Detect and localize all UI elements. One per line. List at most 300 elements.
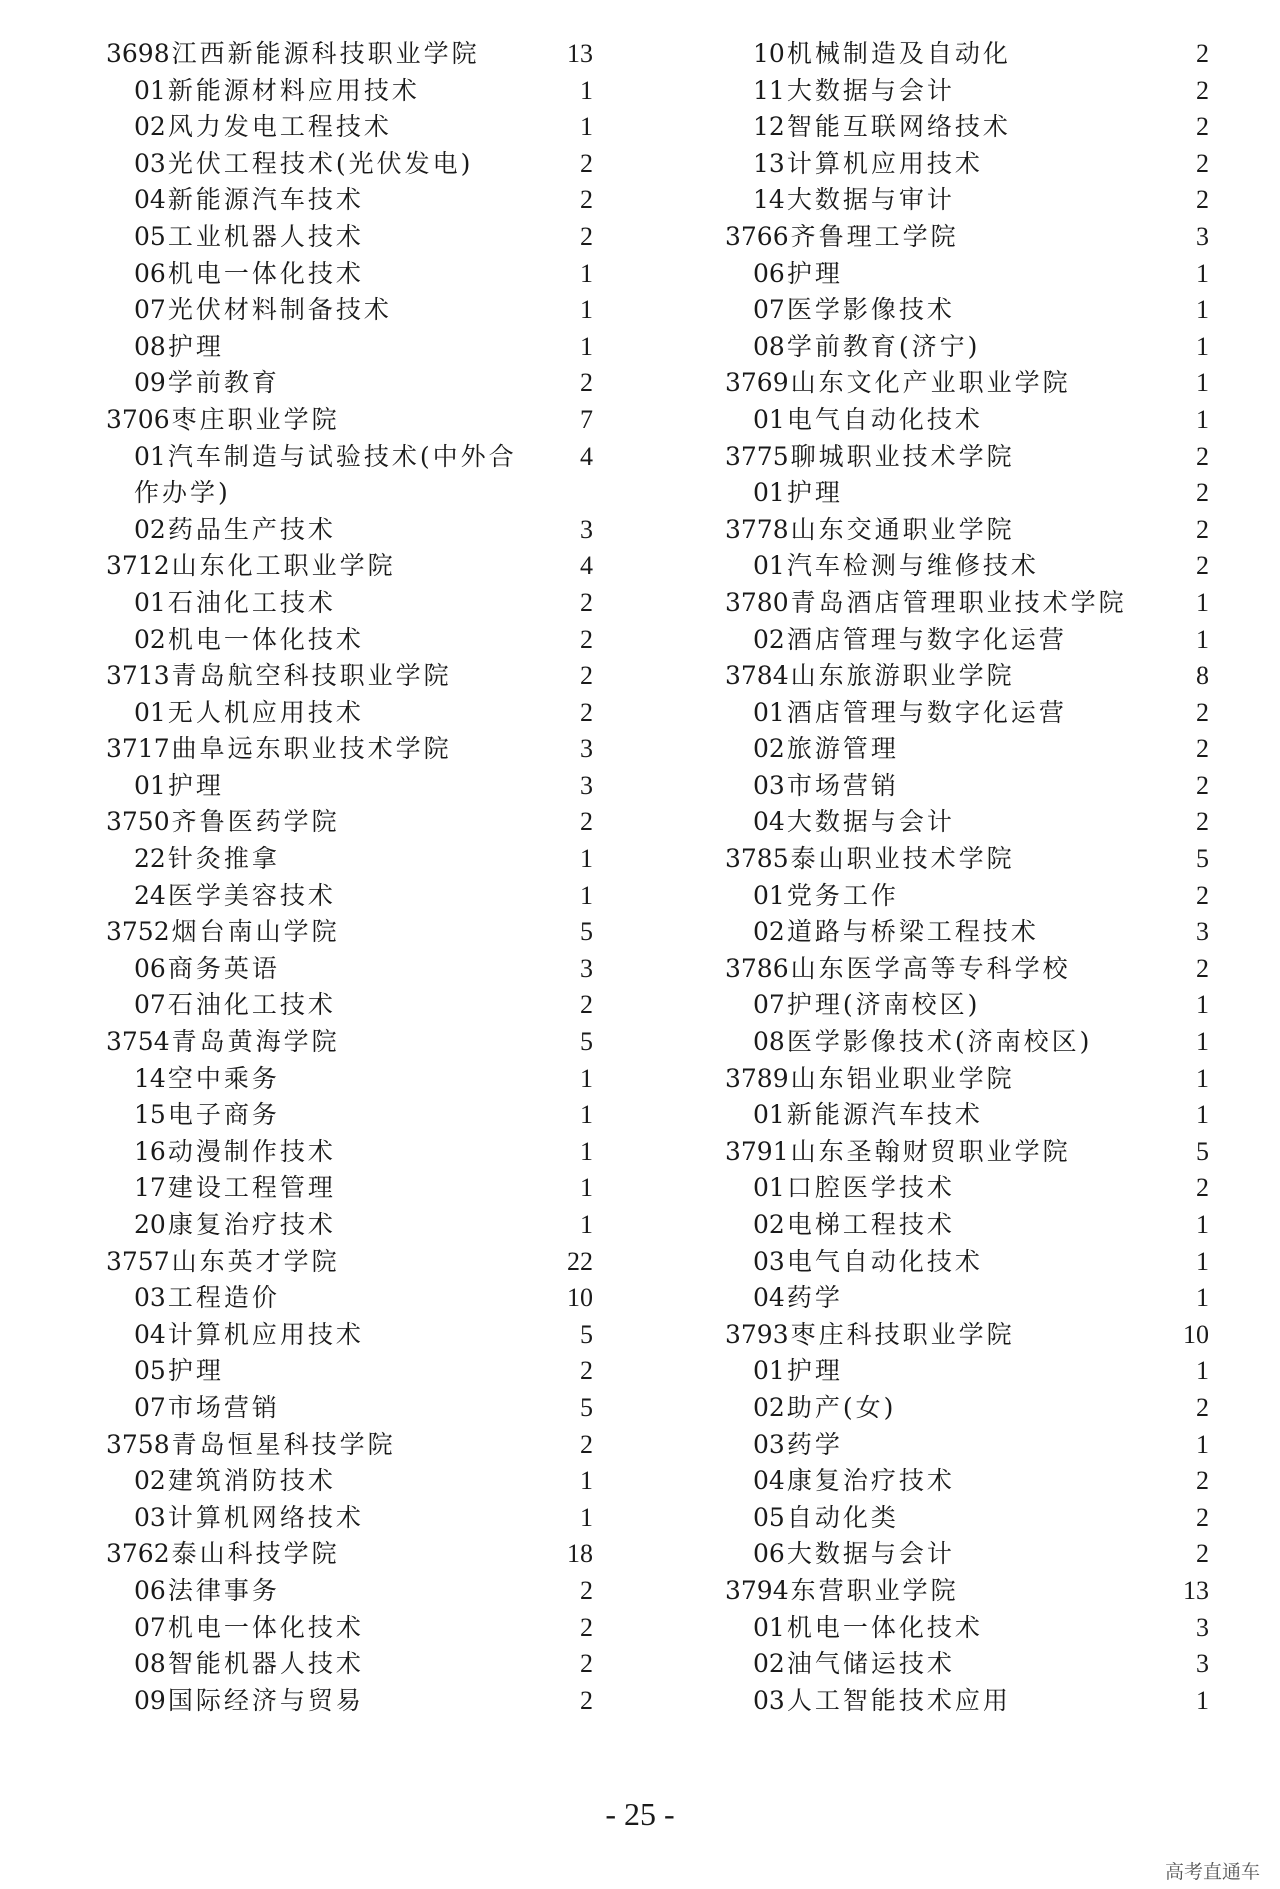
plan-count: 2 [1196, 551, 1209, 581]
plan-count: 2 [580, 1356, 593, 1386]
major-row [725, 1683, 1209, 1720]
major-code: 03 [753, 1429, 785, 1459]
plan-count: 10 [567, 1283, 593, 1313]
major-code: 01 [753, 1173, 785, 1203]
plan-count: 1 [580, 880, 593, 910]
major-name [134, 1686, 364, 1715]
major-name [134, 515, 336, 544]
plan-count: 2 [1196, 880, 1209, 910]
major-row [725, 731, 1209, 768]
name-text: 汽车制造与试验技术(中外合作办学) [134, 441, 517, 508]
name-text: 电气自动化技术 [786, 404, 983, 434]
major-row [725, 914, 1209, 951]
major-name [753, 1503, 899, 1532]
major-code: 02 [753, 734, 785, 764]
major-name [134, 1100, 280, 1129]
institution-row [725, 841, 1209, 878]
major-row [106, 951, 593, 988]
major-name [753, 1430, 843, 1459]
institution-row [106, 731, 593, 768]
name-text: 工业机器人技术 [167, 221, 364, 251]
institution-name [106, 734, 452, 763]
major-code: 03 [134, 148, 166, 178]
major-name [753, 76, 955, 105]
major-name [134, 1503, 364, 1532]
name-text: 大数据与会计 [786, 1539, 955, 1569]
major-name [753, 734, 899, 763]
plan-count: 1 [1196, 1685, 1209, 1715]
institution-name [106, 917, 340, 946]
major-row [106, 1134, 593, 1171]
major-row [106, 146, 593, 183]
major-name [753, 1027, 1092, 1056]
major-row [725, 1390, 1209, 1427]
plan-count: 2 [580, 1429, 593, 1459]
major-name [753, 39, 1011, 68]
major-name [753, 112, 1011, 141]
institution-code: 3775 [725, 441, 789, 471]
plan-count: 5 [580, 1027, 593, 1057]
major-row [725, 987, 1209, 1024]
name-text: 口腔医学技术 [786, 1173, 955, 1203]
major-name [134, 881, 336, 910]
major-name [753, 1613, 983, 1642]
institution-name [725, 661, 1015, 690]
plan-count: 2 [1196, 478, 1209, 508]
plan-count: 13 [567, 39, 593, 68]
name-text: 电子商务 [167, 1100, 280, 1130]
major-code: 02 [134, 112, 166, 142]
right-column [725, 36, 1209, 1719]
name-text: 枣庄科技职业学院 [790, 1319, 1015, 1349]
major-name [753, 1539, 955, 1568]
plan-count: 5 [1196, 1136, 1209, 1166]
institution-code: 3757 [106, 1246, 170, 1276]
major-name [753, 1283, 843, 1312]
major-row [725, 1097, 1209, 1134]
major-code: 01 [753, 880, 785, 910]
name-text: 护理 [786, 1356, 843, 1386]
major-row [106, 1280, 593, 1317]
plan-count: 2 [1196, 953, 1209, 983]
institution-name [725, 368, 1071, 397]
major-name [134, 368, 280, 397]
plan-count: 1 [580, 1502, 593, 1532]
major-name [134, 1173, 336, 1202]
institution-code: 3750 [106, 807, 170, 837]
major-code: 08 [753, 331, 785, 361]
name-text: 护理 [786, 478, 843, 508]
major-code: 04 [753, 1283, 785, 1313]
major-name [134, 588, 336, 617]
institution-row [106, 402, 593, 439]
major-code: 06 [134, 953, 166, 983]
major-code: 04 [753, 1466, 785, 1496]
name-text: 机电一体化技术 [786, 1612, 983, 1642]
major-name [753, 405, 983, 434]
plan-count: 1 [1196, 1100, 1209, 1130]
major-code: 01 [753, 1612, 785, 1642]
institution-code: 3758 [106, 1429, 170, 1459]
major-row [725, 182, 1209, 219]
major-row [106, 841, 593, 878]
major-code: 20 [134, 1210, 166, 1239]
name-text: 无人机应用技术 [167, 697, 364, 727]
plan-count: 2 [1196, 1466, 1209, 1496]
major-row [106, 1610, 593, 1647]
major-row [106, 1061, 593, 1098]
name-text: 计算机应用技术 [167, 1319, 364, 1349]
name-text: 法律事务 [167, 1575, 280, 1605]
name-text: 曲阜远东职业技术学院 [171, 734, 452, 764]
plan-count: 1 [1196, 1429, 1209, 1459]
name-text: 护理 [167, 770, 224, 800]
major-code: 06 [753, 258, 785, 288]
major-name [134, 222, 364, 251]
institution-row [106, 1427, 593, 1464]
institution-code: 3780 [725, 587, 789, 617]
major-code: 07 [134, 1392, 166, 1422]
plan-count: 2 [1196, 770, 1209, 800]
major-code: 01 [753, 478, 785, 508]
plan-count: 2 [580, 368, 593, 398]
name-text: 山东铝业职业学院 [790, 1063, 1015, 1093]
name-text: 人工智能技术应用 [786, 1685, 1011, 1715]
plan-count: 2 [1196, 39, 1209, 68]
institution-name [725, 1576, 959, 1605]
name-text: 山东化工职业学院 [171, 551, 396, 581]
major-row [725, 1170, 1209, 1207]
institution-code: 3778 [725, 514, 789, 544]
name-text: 烟台南山学院 [171, 917, 340, 947]
plan-count: 1 [580, 258, 593, 288]
plan-count: 18 [567, 1539, 593, 1569]
major-row [106, 768, 593, 805]
plan-count: 2 [1196, 1392, 1209, 1422]
major-code: 06 [134, 258, 166, 288]
plan-count: 1 [1196, 295, 1209, 325]
left-column [106, 36, 593, 1719]
major-row [106, 987, 593, 1024]
plan-count: 3 [580, 770, 593, 800]
major-name [753, 807, 955, 836]
major-row [725, 1463, 1209, 1500]
name-text: 康复治疗技术 [167, 1210, 336, 1239]
major-name [134, 844, 280, 873]
major-name [134, 112, 392, 141]
institution-name [106, 39, 480, 68]
plan-count: 1 [1196, 258, 1209, 288]
name-text: 空中乘务 [167, 1063, 280, 1093]
major-row [725, 804, 1209, 841]
name-text: 泰山科技学院 [171, 1539, 340, 1569]
plan-count: 1 [580, 844, 593, 874]
major-code: 12 [753, 112, 785, 142]
name-text: 医学影像技术 [786, 295, 955, 325]
plan-count: 1 [1196, 1063, 1209, 1093]
institution-name [725, 222, 959, 251]
institution-row [106, 548, 593, 585]
plan-count: 5 [580, 1392, 593, 1422]
major-name [134, 1137, 336, 1166]
name-text: 光伏工程技术(光伏发电) [167, 148, 474, 178]
major-name [753, 1100, 983, 1129]
plan-count: 5 [580, 1319, 593, 1349]
institution-code: 3717 [106, 734, 170, 764]
major-row [725, 1500, 1209, 1537]
name-text: 商务英语 [167, 953, 280, 983]
major-name [134, 1283, 280, 1312]
major-name [134, 990, 336, 1019]
institution-row [725, 658, 1209, 695]
name-text: 青岛恒星科技学院 [171, 1429, 396, 1459]
name-text: 新能源汽车技术 [786, 1100, 983, 1130]
name-text: 山东医学高等专科学校 [790, 953, 1071, 983]
name-text: 石油化工技术 [167, 990, 336, 1020]
name-text: 医学美容技术 [167, 880, 336, 910]
major-code: 01 [134, 770, 166, 800]
plan-count: 1 [1196, 1210, 1209, 1239]
major-name [753, 881, 899, 910]
institution-row [725, 585, 1209, 622]
plan-count: 3 [580, 953, 593, 983]
name-text: 东营职业学院 [790, 1575, 959, 1605]
major-name [753, 1393, 896, 1422]
name-text: 机电一体化技术 [167, 1612, 364, 1642]
institution-code: 3713 [106, 661, 170, 691]
institution-name [106, 1247, 340, 1276]
institution-row [106, 804, 593, 841]
plan-count: 2 [580, 661, 593, 691]
plan-count: 2 [580, 807, 593, 837]
major-name [753, 771, 899, 800]
major-row [725, 146, 1209, 183]
name-text: 机电一体化技术 [167, 258, 364, 288]
institution-name [106, 551, 396, 580]
name-text: 建设工程管理 [167, 1173, 336, 1203]
name-text: 新能源材料应用技术 [167, 75, 420, 105]
name-text: 护理 [167, 1356, 224, 1386]
major-row [725, 695, 1209, 732]
name-text: 油气储运技术 [786, 1649, 955, 1679]
major-row [106, 329, 593, 366]
major-code: 06 [134, 1575, 166, 1605]
name-text: 药品生产技术 [167, 514, 336, 544]
plan-count: 2 [580, 1575, 593, 1605]
name-text: 电气自动化技术 [786, 1246, 983, 1276]
plan-count: 2 [580, 990, 593, 1020]
plan-count: 1 [1196, 331, 1209, 361]
plan-count: 2 [1196, 148, 1209, 178]
plan-count: 2 [580, 697, 593, 727]
name-text: 自动化类 [786, 1502, 899, 1532]
major-name [753, 259, 843, 288]
major-row [725, 1536, 1209, 1573]
plan-count: 22 [567, 1246, 593, 1276]
name-text: 酒店管理与数字化运营 [786, 697, 1067, 727]
name-text: 智能机器人技术 [167, 1649, 364, 1679]
plan-count: 2 [580, 148, 593, 178]
plan-count: 1 [580, 1063, 593, 1093]
name-text: 学前教育 [167, 368, 280, 398]
major-name [134, 1613, 364, 1642]
name-text: 医学影像技术(济南校区) [786, 1027, 1093, 1057]
major-row [725, 1427, 1209, 1464]
plan-count: 2 [580, 587, 593, 617]
plan-count: 8 [1196, 661, 1209, 691]
major-code: 10 [753, 39, 785, 68]
major-row [725, 1353, 1209, 1390]
name-text: 青岛酒店管理职业技术学院 [790, 587, 1127, 617]
plan-count: 2 [1196, 75, 1209, 105]
plan-count: 4 [580, 441, 593, 471]
institution-row [725, 365, 1209, 402]
major-name [134, 1356, 224, 1385]
name-text: 聊城职业技术学院 [790, 441, 1015, 471]
name-text: 酒店管理与数字化运营 [786, 624, 1067, 654]
major-code: 01 [753, 1356, 785, 1386]
plan-count: 1 [580, 1210, 593, 1239]
institution-name [725, 515, 1015, 544]
major-name [753, 1210, 955, 1239]
institution-name [725, 588, 1127, 617]
name-text: 市场营销 [167, 1392, 280, 1422]
name-text: 动漫制作技术 [167, 1136, 336, 1166]
plan-count: 2 [1196, 185, 1209, 215]
major-row [106, 1390, 593, 1427]
name-text: 药学 [786, 1283, 843, 1313]
major-row [106, 439, 593, 512]
name-text: 学前教育(济宁) [786, 331, 981, 361]
plan-count: 1 [580, 112, 593, 142]
major-row [106, 365, 593, 402]
major-row [106, 512, 593, 549]
major-code: 01 [134, 75, 166, 105]
name-text: 旅游管理 [786, 734, 899, 764]
major-code: 02 [753, 1649, 785, 1679]
institution-name [106, 1430, 396, 1459]
major-code: 02 [753, 624, 785, 654]
major-code: 07 [134, 295, 166, 325]
major-code: 01 [134, 587, 166, 617]
institution-name [106, 807, 340, 836]
major-row [106, 1683, 593, 1720]
major-row [725, 36, 1209, 73]
plan-count: 3 [1196, 221, 1209, 251]
major-name [134, 259, 364, 288]
institution-row [106, 1024, 593, 1061]
plan-count: 2 [1196, 441, 1209, 471]
watermark: 高考直通车 [1164, 1861, 1260, 1883]
name-text: 光伏材料制备技术 [167, 295, 392, 325]
major-row [725, 292, 1209, 329]
institution-name [725, 1320, 1015, 1349]
institution-code: 3794 [725, 1575, 789, 1605]
major-row [106, 695, 593, 732]
major-name [134, 1649, 364, 1678]
institution-code: 3752 [106, 917, 170, 947]
major-name [134, 295, 392, 324]
name-text: 大数据与审计 [786, 185, 955, 215]
major-code: 09 [134, 1685, 166, 1715]
major-row [725, 475, 1209, 512]
major-row [106, 219, 593, 256]
institution-name [725, 1064, 1015, 1093]
name-text: 新能源汽车技术 [167, 185, 364, 215]
name-text: 护理 [167, 331, 224, 361]
major-name [134, 698, 364, 727]
major-name [753, 332, 980, 361]
major-name [134, 185, 364, 214]
major-code: 06 [753, 1539, 785, 1569]
plan-count: 1 [1196, 368, 1209, 398]
major-row [725, 1207, 1209, 1244]
plan-count: 1 [580, 295, 593, 325]
name-text: 大数据与会计 [786, 807, 955, 837]
institution-row [725, 1317, 1209, 1354]
major-code: 17 [134, 1173, 166, 1203]
plan-count: 3 [1196, 917, 1209, 947]
major-code: 03 [753, 1246, 785, 1276]
major-row [725, 1024, 1209, 1061]
major-code: 01 [134, 441, 166, 471]
plan-count: 2 [1196, 514, 1209, 544]
name-text: 泰山职业技术学院 [790, 844, 1015, 874]
plan-count: 2 [1196, 1502, 1209, 1532]
major-code: 01 [753, 404, 785, 434]
major-row [106, 1573, 593, 1610]
major-name [134, 771, 224, 800]
major-code: 08 [753, 1027, 785, 1057]
plan-count: 10 [1183, 1319, 1209, 1349]
major-row [725, 402, 1209, 439]
major-name [753, 625, 1067, 654]
plan-count: 1 [1196, 624, 1209, 654]
plan-count: 3 [1196, 1612, 1209, 1642]
plan-count: 1 [1196, 990, 1209, 1020]
major-row [725, 109, 1209, 146]
name-text: 市场营销 [786, 770, 899, 800]
major-code: 05 [134, 1356, 166, 1386]
major-row [725, 622, 1209, 659]
major-code: 11 [753, 75, 785, 105]
plan-count: 1 [1196, 1283, 1209, 1313]
major-code: 07 [753, 990, 785, 1020]
institution-name [725, 442, 1015, 471]
major-row [106, 109, 593, 146]
plan-count: 2 [580, 1649, 593, 1679]
major-code: 01 [753, 1100, 785, 1130]
name-text: 计算机网络技术 [167, 1502, 364, 1532]
name-text: 山东文化产业职业学院 [790, 368, 1071, 398]
institution-code: 3762 [106, 1539, 170, 1569]
major-code: 01 [753, 697, 785, 727]
name-text: 大数据与会计 [786, 75, 955, 105]
plan-count: 2 [580, 221, 593, 251]
plan-count: 13 [1183, 1575, 1209, 1605]
institution-row [725, 1134, 1209, 1171]
institution-row [106, 658, 593, 695]
name-text: 电梯工程技术 [786, 1210, 955, 1239]
major-code: 01 [753, 551, 785, 581]
plan-count: 2 [580, 1612, 593, 1642]
institution-name [725, 844, 1015, 873]
major-code: 02 [134, 1466, 166, 1496]
major-row [725, 1646, 1209, 1683]
major-code: 08 [134, 1649, 166, 1679]
major-name [134, 332, 224, 361]
major-name [753, 917, 1039, 946]
